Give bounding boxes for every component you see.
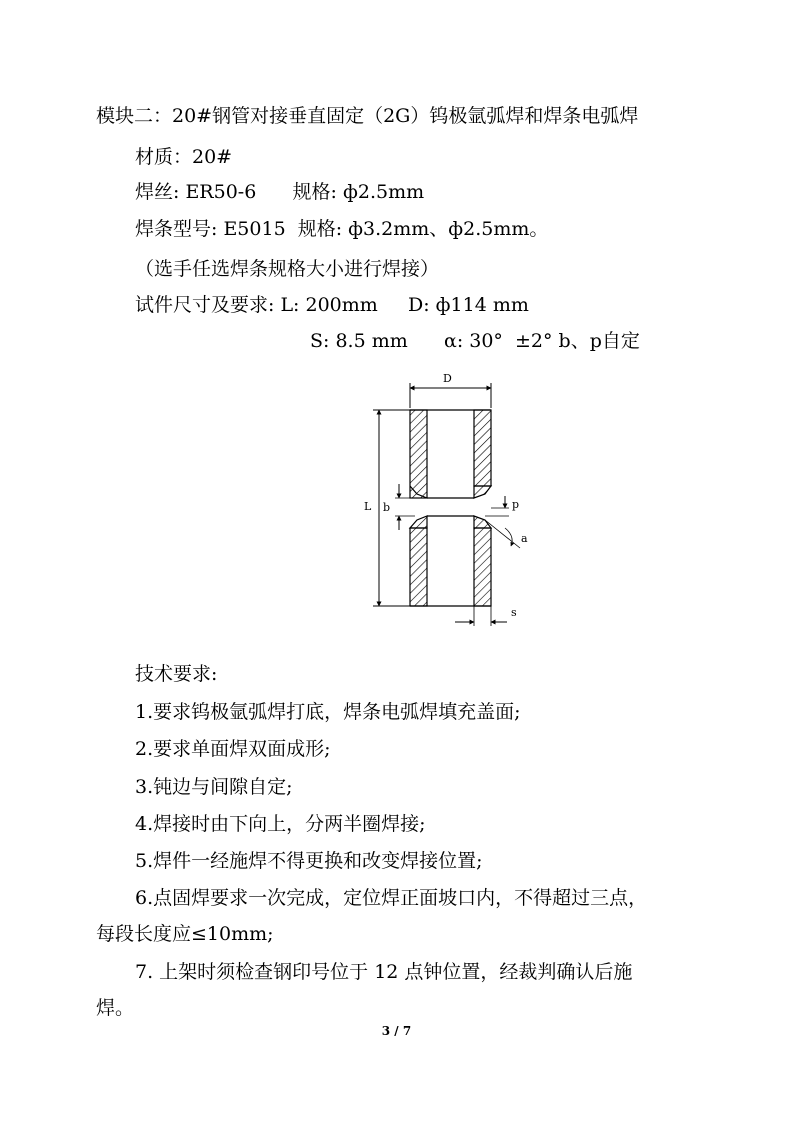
upper-pipe-left-wall [410, 410, 427, 498]
label-l: L [364, 500, 372, 513]
label-d: D [443, 372, 452, 385]
lower-pipe-left-wall [410, 528, 427, 606]
requirement-4: 4.焊接时由下向上，分两半圈焊接; [135, 813, 426, 835]
page-number: 3 / 7 [381, 1024, 412, 1038]
requirement-2: 2.要求单面焊双面成形; [135, 738, 331, 760]
specimen-line-2: S: 8.5 mm α: 30° ±2° b、p自定 [310, 330, 640, 352]
upper-pipe-right-wall [474, 410, 491, 486]
specimen-line-1: 试件尺寸及要求: L: 200mm D: ф114 mm [135, 294, 529, 316]
label-p: p [512, 498, 520, 511]
electrode-line: 焊条型号: E5015 规格: ф3.2mm、ф2.5mm。 [135, 218, 549, 240]
requirement-6: 6.点固焊要求一次完成，定位焊正面坡口内，不得超过三点， [135, 887, 648, 909]
lower-right-bevel [474, 516, 491, 528]
wire-line: 焊丝: ER50-6 规格: ф2.5mm [135, 181, 425, 203]
requirements-title: 技术要求: [135, 663, 218, 685]
lower-left-bevel [410, 516, 427, 528]
label-a: a [521, 532, 528, 545]
upper-pipe-right-bevel [474, 486, 491, 498]
electrode-note: （选手任选焊条规格大小进行焊接） [135, 258, 440, 280]
label-s: s [511, 606, 517, 619]
requirement-7-cont: 焊。 [96, 997, 135, 1019]
requirement-6-cont: 每段长度应≤10mm; [96, 923, 274, 945]
requirement-5: 5.焊件一经施焊不得更换和改变焊接位置; [135, 850, 483, 872]
heading: 模块二：20#钢管对接垂直固定（2G）钨极氩弧焊和焊条电弧焊 [96, 105, 639, 127]
label-b: b [383, 501, 391, 514]
material-line: 材质：20# [135, 146, 233, 168]
requirement-3: 3.钝边与间隙自定; [135, 776, 293, 798]
pipe-joint-diagram [355, 368, 535, 633]
requirement-1: 1.要求钨极氩弧焊打底，焊条电弧焊填充盖面; [135, 701, 521, 723]
requirement-7: 7. 上架时须检查钢印号位于 12 点钟位置，经裁判确认后施 [135, 961, 633, 983]
lower-pipe-right-wall [474, 528, 491, 606]
